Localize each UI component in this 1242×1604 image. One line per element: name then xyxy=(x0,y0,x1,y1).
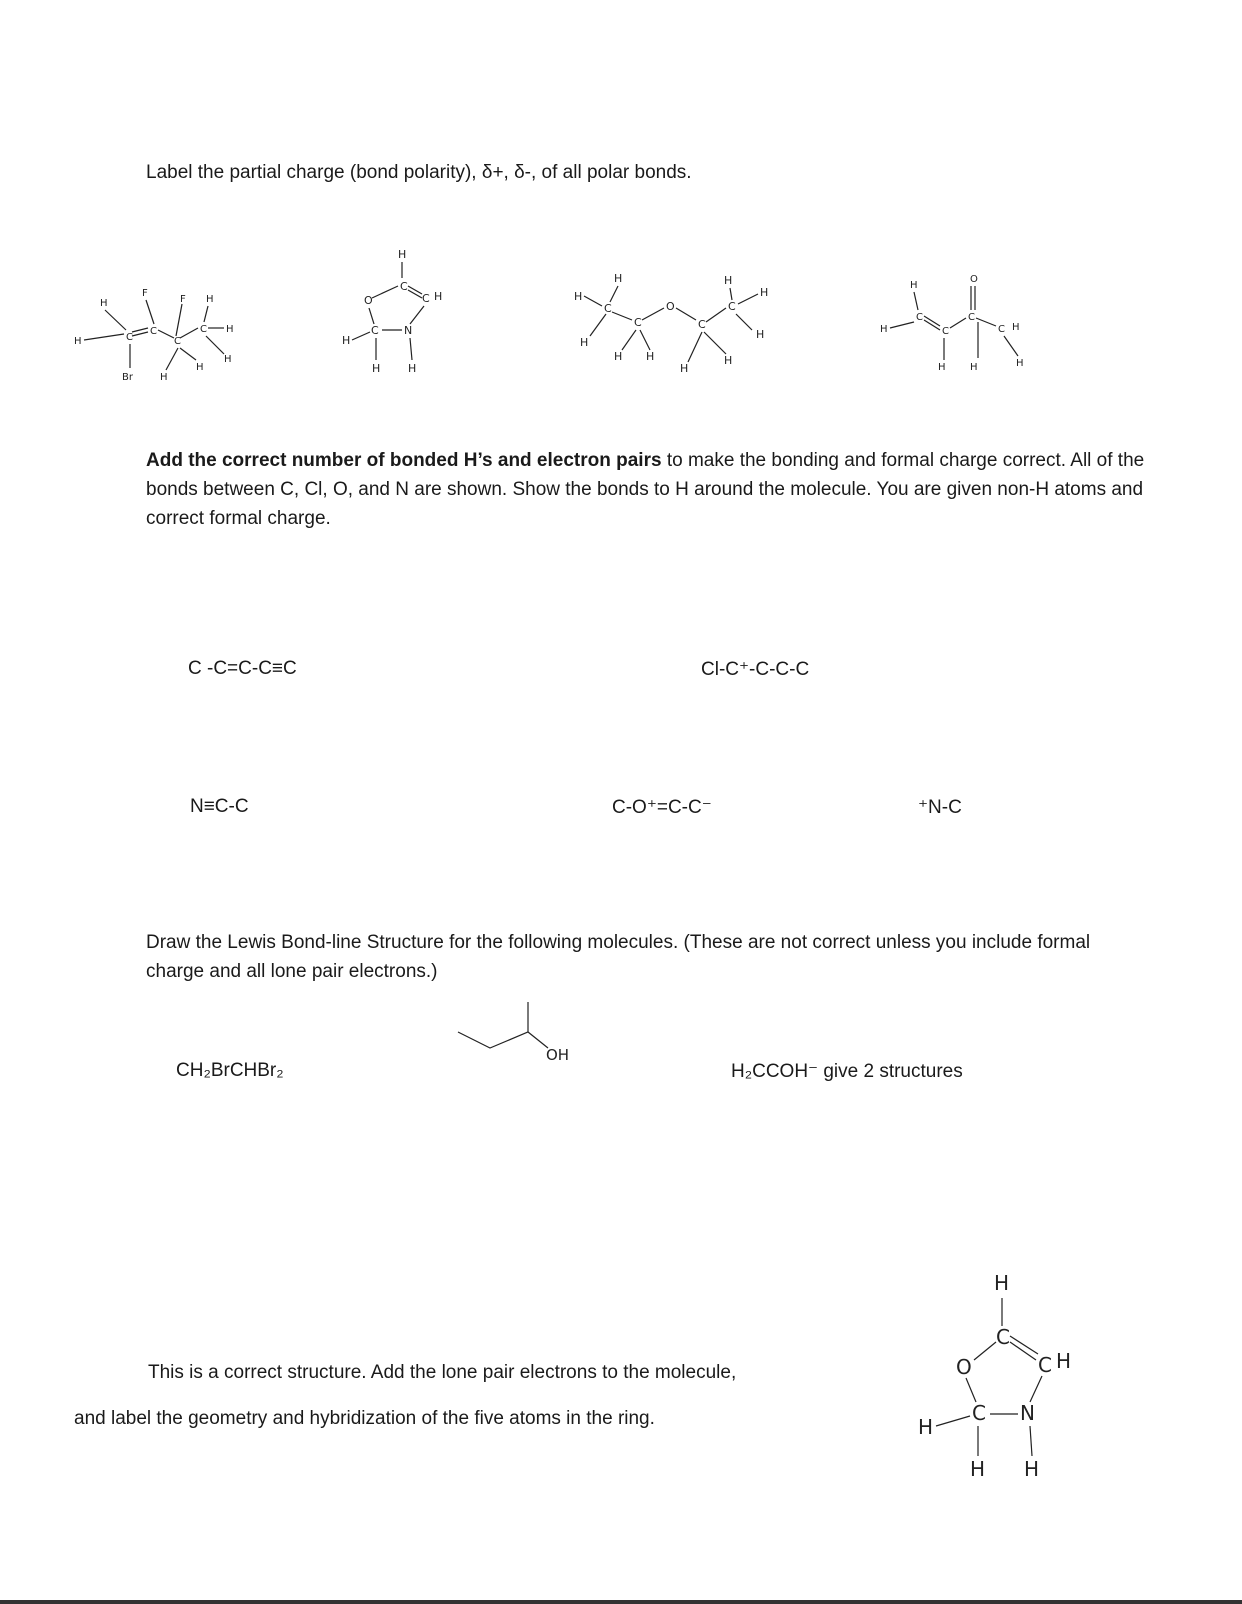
section2-instruction xyxy=(146,446,1146,533)
atom-label: H xyxy=(614,272,623,285)
atom-label: O xyxy=(364,294,373,307)
atom-label: H xyxy=(646,350,655,363)
atom-label: C xyxy=(698,318,706,331)
atom-label: O xyxy=(956,1355,972,1379)
atom-label: C xyxy=(371,324,379,337)
formula-c-o-c-c: C-O⁺=C-C⁻ xyxy=(612,797,712,818)
atom-label: H xyxy=(206,294,214,305)
formula-n-c: ⁺N-C xyxy=(918,797,962,818)
oh-label: OH xyxy=(546,1046,570,1060)
bottom-rule xyxy=(0,1600,1242,1604)
atom-label: C xyxy=(604,302,612,315)
section4-line1: This is a correct structure. Add the lone pair electrons to the molecule, xyxy=(148,1362,737,1383)
atom-label: H xyxy=(580,336,589,349)
atom-label: H xyxy=(372,362,381,374)
atom-label: C xyxy=(634,316,642,329)
atom-label: H xyxy=(918,1415,934,1439)
atom-label: H xyxy=(970,362,978,373)
atom-label: H xyxy=(434,290,443,303)
atom-label: H xyxy=(724,354,733,367)
molecule-1-structure xyxy=(68,282,258,402)
formula-n-c-c: N≡C-C xyxy=(190,796,249,817)
atom-label: C xyxy=(1038,1353,1052,1377)
section2-instruction-bold: Add the correct number of bonded H’s and electron pairs xyxy=(146,450,662,471)
atom-label: C xyxy=(998,324,1005,335)
atom-label: N xyxy=(1020,1401,1035,1425)
section1-instruction: Label the partial charge (bond polarity), δ+, δ-, of all polar bonds. xyxy=(146,162,692,183)
atom-label: O xyxy=(970,274,978,285)
molecule-3-structure xyxy=(574,264,804,394)
atom-label: Br xyxy=(122,372,133,383)
skeletal-alcohol-structure xyxy=(456,1000,586,1060)
atom-label: H xyxy=(910,280,918,291)
atom-label: H xyxy=(938,362,946,373)
atom-label: H xyxy=(342,334,351,347)
atom-label: H xyxy=(100,298,108,309)
atom-label: H xyxy=(574,290,583,303)
formula-h2ccoh: H₂CCOH⁻ give 2 structures xyxy=(731,1061,963,1082)
atom-label: O xyxy=(666,300,675,313)
atom-label: C xyxy=(200,324,207,335)
section2-instruction-rest: to make the bonding and formal charge correct. All of the bonds between C, Cl, O, and N are shown. Show the bonds to H around the molecule. You are given non-H atoms and correct formal charge. xyxy=(146,450,1145,529)
atom-label: H xyxy=(880,324,888,335)
molecule-oxazole-large-structure xyxy=(910,1268,1110,1498)
atom-label: C xyxy=(126,332,133,343)
atom-label: C xyxy=(150,326,157,337)
atom-label: H xyxy=(970,1457,986,1481)
atom-label: H xyxy=(1012,322,1020,333)
atom-label: C xyxy=(422,292,430,305)
atom-label: H xyxy=(408,362,417,374)
atom-label: H xyxy=(1016,358,1024,369)
molecule-4-structure xyxy=(876,270,1056,390)
formula-c-c-c-c-c: C -C=C-C≡C xyxy=(188,658,297,679)
formula-cl-c-c-c-c: Cl-C⁺-C-C-C xyxy=(701,659,810,680)
atom-label: F xyxy=(142,288,148,299)
formula-ch2brchbr2: CH₂BrCHBr₂ xyxy=(176,1060,284,1081)
atom-label: H xyxy=(724,274,733,287)
atom-label: H xyxy=(224,354,232,365)
atom-label: H xyxy=(74,336,82,347)
atom-label: C xyxy=(972,1401,986,1425)
atom-label: H xyxy=(614,350,623,363)
atom-label: H xyxy=(994,1271,1010,1295)
atom-label: C xyxy=(996,1325,1010,1349)
atom-label: C xyxy=(728,300,736,313)
atom-label: H xyxy=(1056,1349,1072,1373)
atom-label: C xyxy=(942,326,949,337)
atom-label: H xyxy=(196,362,204,373)
atom-label: C xyxy=(916,312,923,323)
atom-label: H xyxy=(160,372,168,383)
atom-label: H xyxy=(1024,1457,1040,1481)
atom-label: C xyxy=(968,312,975,323)
atom-label: H xyxy=(398,248,407,261)
section3-instruction: Draw the Lewis Bond-line Structure for the following molecules. (These are not correct unless you include formal charge and all lone pair electrons.) xyxy=(146,932,1091,982)
atom-label: F xyxy=(180,294,186,305)
atom-label: H xyxy=(760,286,769,299)
atom-label: N xyxy=(404,324,413,337)
atom-label: H xyxy=(680,362,689,375)
molecule-2-structure xyxy=(338,244,458,374)
atom-label: C xyxy=(174,336,181,347)
atom-label: H xyxy=(756,328,765,341)
atom-label: C xyxy=(400,280,408,293)
section4-line2: and label the geometry and hybridization of the five atoms in the ring. xyxy=(74,1408,655,1429)
atom-label: H xyxy=(226,324,234,335)
